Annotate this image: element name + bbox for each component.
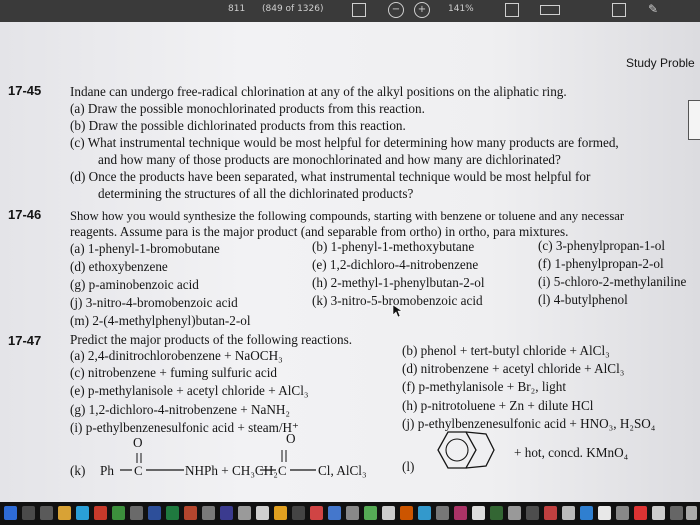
page-indicator: (849 of 1326) [262,4,324,14]
problem-17-47-item: (h) p-nitrotoluene + Zn + dilute HCl [402,398,594,413]
problem-17-47-item: (i) p-ethylbenzenesulfonic acid + steam/H⁺ [70,420,299,435]
taskbar-app-icon[interactable] [130,506,143,520]
hand-tool-icon[interactable] [352,3,366,17]
folder-icon[interactable] [58,506,71,520]
study-problems-header: Study Proble [626,56,695,70]
taskbar-app-icon[interactable] [616,506,629,520]
taskbar-app-icon[interactable] [346,506,359,520]
keyboard-icon[interactable] [540,5,560,15]
excel-icon[interactable] [166,506,179,520]
problem-17-46-item: (c) 3-phenylpropan-1-ol [538,238,666,253]
problem-17-46-item: (h) 2-methyl-1-phenylbutan-2-ol [312,275,485,290]
taskbar-app-icon[interactable] [418,506,431,520]
taskbar-app-icon[interactable] [364,506,377,520]
taskbar-app-icon[interactable] [652,506,665,520]
powerpoint-icon[interactable] [184,506,197,520]
problem-17-47-item: (a) 2,4-dinitrochlorobenzene + NaOCH₃ [70,348,283,363]
taskbar [0,502,700,525]
taskbar-app-icon[interactable] [472,506,485,520]
problem-17-47-item: (c) nitrobenzene + fuming sulfuric acid [70,365,278,380]
taskbar-app-icon[interactable] [490,506,503,520]
problem-17-46-item: (e) 1,2-dichloro-4-nitrobenzene [312,257,479,272]
taskbar-app-icon[interactable] [580,506,593,520]
problem-17-46-item: (a) 1-phenyl-1-bromobutane [70,241,220,256]
problem-17-45-d-line2: determining the structures of all the dichlorinated products? [98,186,414,201]
taskbar-app-icon[interactable] [202,506,215,520]
svg-text:C: C [278,463,287,478]
problem-17-46-item: (j) 3-nitro-4-bromobenzoic acid [70,295,238,310]
problem-17-45-d-line1: (d) Once the products have been separated, what instrumental technique would be most helpful for [70,169,591,184]
taskbar-app-icon[interactable] [598,506,611,520]
problem-17-47-item: (e) p-methylanisole + acetyl chloride + AlCl₃ [70,383,309,398]
word-icon[interactable] [148,506,161,520]
problem-17-46-item: (i) 5-chloro-2-methylaniline [538,274,687,289]
problem-17-47-item: (b) phenol + tert-butyl chloride + AlCl₃ [402,343,610,358]
problem-17-46-item: (m) 2-(4-methylphenyl)butan-2-ol [70,313,251,328]
taskbar-app-icon[interactable] [292,506,305,520]
problem-17-45-intro: Indane can undergo free-radical chlorination at any of the alkyl positions on the aliphatic ring. [70,84,567,99]
side-panel-tab[interactable] [688,100,700,140]
viewer-toolbar [0,0,700,22]
problem-17-46-item: (l) 4-butylphenol [538,292,628,307]
taskbar-app-icon[interactable] [238,506,251,520]
problem-17-47-intro: Predict the major products of the following reactions. [70,332,352,347]
taskbar-app-icon[interactable] [670,506,683,520]
taskbar-app-icon[interactable] [40,506,53,520]
problem-17-47-item: (f) p-methylanisole + Br₂, light [402,379,567,394]
taskbar-app-icon[interactable] [634,506,647,520]
taskbar-app-icon[interactable] [310,506,323,520]
browser-icon[interactable] [76,506,89,520]
problem-17-47-l-reagent: + hot, concd. KMnO₄ [514,445,629,460]
problem-17-45-c-line2: and how many of those products are monochlorinated and how many are dichlorinated? [98,152,561,167]
taskbar-app-icon[interactable] [436,506,449,520]
taskbar-app-icon[interactable] [526,506,539,520]
zoom-level[interactable]: 141% [448,4,474,14]
problem-17-47-item: (g) 1,2-dichloro-4-nitrobenzene + NaNH₂ [70,402,291,417]
document-page [0,22,700,502]
problem-17-46-item: (k) 3-nitro-5-bromobenzoic acid [312,293,483,308]
problem-number-17-46: 17-46 [8,207,42,222]
taskbar-app-icon[interactable] [508,506,521,520]
taskbar-app-icon[interactable] [382,506,395,520]
svg-text:C: C [134,463,143,478]
taskbar-app-icon[interactable] [686,506,697,520]
taskbar-app-icon[interactable] [400,506,413,520]
problem-17-46-item: (b) 1-phenyl-1-methoxybutane [312,239,475,254]
zoom-out-icon[interactable]: − [388,2,404,18]
pen-icon[interactable]: ✎ [648,2,659,16]
start-icon[interactable] [4,506,17,520]
problem-17-45-b: (b) Draw the possible dichlorinated products from this reaction. [70,118,406,133]
indane-structure-diagram [428,428,518,478]
zoom-in-icon[interactable]: + [414,2,430,18]
carbonyl-bonds-diagram [118,450,328,478]
problem-17-45-c-line1: (c) What instrumental technique would be most helpful for determining how many products are formed, [70,135,619,150]
fit-page-icon[interactable] [505,3,519,17]
problem-17-47-item: (j) p-ethylbenzenesulfonic acid + HNO₃, H₂SO₄ [402,416,656,431]
comment-icon[interactable] [612,3,626,17]
problem-17-47-k-cl: Cl, AlCl₃ [318,463,367,478]
problem-17-47-k-nhph: NHPh + CH₃CH₂ [185,463,278,478]
pdf-app-icon[interactable] [94,506,107,520]
problem-17-45-a: (a) Draw the possible monochlorinated products from this reaction. [70,101,425,116]
taskbar-app-icon[interactable] [562,506,575,520]
problem-17-46-item: (d) ethoxybenzene [70,259,168,274]
problem-number-17-47: 17-47 [8,333,42,348]
taskbar-app-icon[interactable] [274,506,287,520]
taskbar-app-icon[interactable] [112,506,125,520]
taskbar-app-icon[interactable] [256,506,269,520]
problem-17-46-item: (g) p-aminobenzoic acid [70,277,199,292]
problem-17-47-k-oxygen-2: O [286,431,296,446]
problem-17-47-item: (d) nitrobenzene + acetyl chloride + AlCl₃ [402,361,625,376]
page-number[interactable]: 811 [228,4,246,14]
problem-17-46-intro-line2: reagents. Assume para is the major product (and separable from ortho) in ortho, para mixtures. [70,224,569,239]
taskbar-app-icon[interactable] [22,506,35,520]
problem-number-17-45: 17-45 [8,83,42,98]
problem-17-47-k-label: (k) [70,463,86,478]
taskbar-app-icon[interactable] [454,506,467,520]
problem-17-47-l-label: (l) [402,459,415,474]
problem-17-46-item: (f) 1-phenylpropan-2-ol [538,256,664,271]
problem-17-47-k-ph: Ph [100,463,114,478]
mouse-pointer-icon [392,304,402,318]
taskbar-app-icon[interactable] [328,506,341,520]
problem-17-47-k-oxygen-1: O [133,435,143,450]
taskbar-app-icon[interactable] [220,506,233,520]
taskbar-app-icon[interactable] [544,506,557,520]
problem-17-46-intro-line1: Show how you would synthesize the following compounds, starting with benzene or toluene and any necessar [70,209,625,223]
